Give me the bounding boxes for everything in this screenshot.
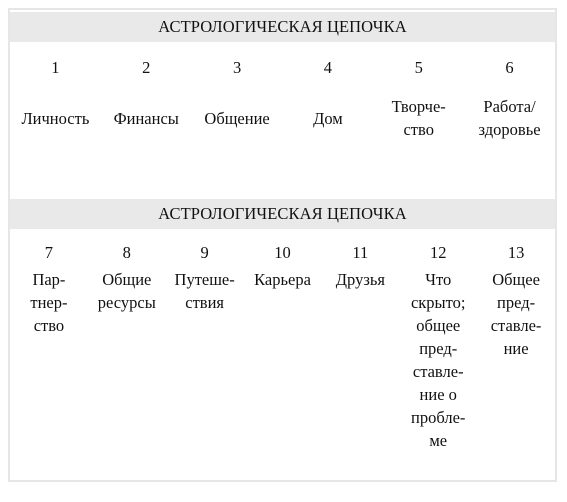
cell-number: 8 [122,243,131,262]
cell-number: 2 [142,58,151,77]
cell-number: 4 [323,58,333,77]
cell-term: Карьера [254,270,311,289]
cell-number: 1 [51,58,60,77]
chain-cell-9 [166,241,244,452]
cell-number: 5 [414,58,423,77]
chain-row-1-6 [10,56,555,141]
cell-term: Личность [21,108,90,128]
cell-number: 12 [429,243,447,262]
cell-term: Что скрыто; общее пред- ставле- ние о пробле- ме [410,270,466,450]
chain-cell-2 [101,56,192,141]
chain-cell-12 [399,241,477,452]
cell-term: Пар- тнер- ство [30,270,68,335]
chain-cell-3 [192,56,283,141]
cell-term: Путеше- ствия [174,270,235,312]
cell-number: 3 [232,58,242,77]
cell-term: Творче- ство [391,97,446,139]
table-title-bottom: АСТРОЛОГИЧЕСКАЯ ЦЕПОЧКА [10,199,555,229]
chain-cell-6 [464,56,555,141]
cell-term: Финансы [113,108,179,128]
cell-term: Общие ресурсы [97,270,156,312]
cell-term: Друзья [335,270,385,289]
cell-term: Общее пред- ставле- ние [490,270,542,358]
chain-cell-11 [321,241,399,452]
chain-row-7-13 [10,241,555,452]
chain-cell-10 [244,241,322,452]
cell-term: Работа/ здоровье [478,97,541,139]
cell-number: 7 [44,243,54,262]
cell-number: 10 [274,243,291,262]
cell-number: 13 [507,243,525,262]
cell-number: 11 [352,243,369,262]
cell-number: 6 [505,58,514,77]
astrological-chain-table [8,8,557,482]
chain-cell-8 [88,241,166,452]
cell-term: Дом [313,108,343,128]
chain-cell-13 [477,241,555,452]
chain-cell-5 [373,56,464,141]
table-title-top: АСТРОЛОГИЧЕСКАЯ ЦЕПОЧКА [10,12,555,42]
chain-cell-4 [282,56,373,141]
chain-cell-7 [10,241,88,452]
chain-cell-1 [10,56,101,141]
cell-number: 9 [200,243,209,262]
cell-term: Общение [204,108,270,128]
